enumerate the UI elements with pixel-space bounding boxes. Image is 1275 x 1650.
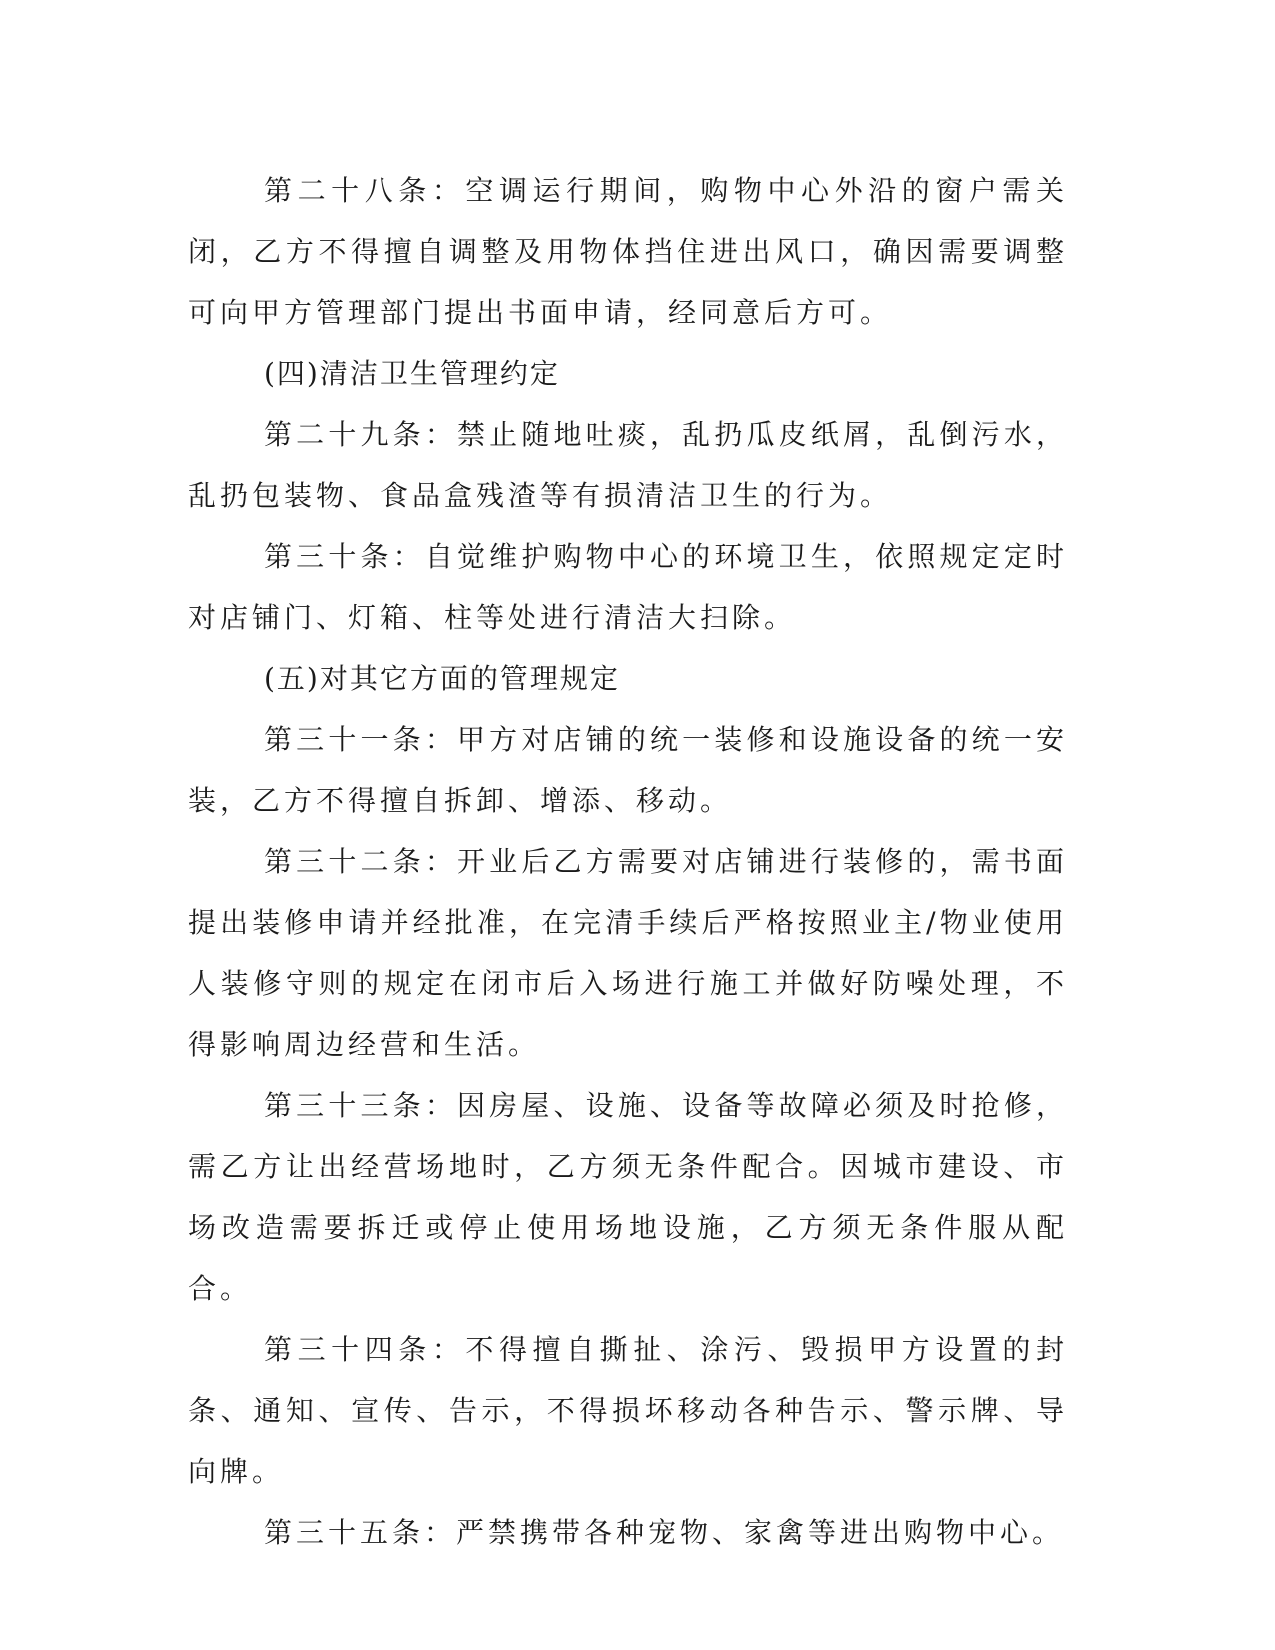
article-30: 第三十条：自觉维护购物中心的环境卫生，依照规定定时对店铺门、灯箱、柱等处进行清洁大扫除。 bbox=[188, 540, 1068, 634]
document-body bbox=[188, 160, 1068, 1563]
article-32: 第三十二条：开业后乙方需要对店铺进行装修的，需书面提出装修申请并经批准，在完清手续后严格按照业主/物业使用人装修守则的规定在闭市后入场进行施工并做好防噪处理，不得影响周边经营和生活。 bbox=[188, 845, 1068, 1061]
article-31: 第三十一条：甲方对店铺的统一装修和设施设备的统一安装，乙方不得擅自拆卸、增添、移动。 bbox=[188, 723, 1068, 817]
article-29: 第二十九条：禁止随地吐痰，乱扔瓜皮纸屑，乱倒污水，乱扔包装物、食品盒残渣等有损清洁卫生的行为。 bbox=[188, 418, 1068, 512]
section-heading-4: (四)清洁卫生管理约定 bbox=[264, 357, 560, 390]
article-33: 第三十三条：因房屋、设施、设备等故障必须及时抢修，需乙方让出经营场地时，乙方须无条件配合。因城市建设、市场改造需要拆迁或停止使用场地设施，乙方须无条件服从配合。 bbox=[188, 1089, 1068, 1305]
section-heading-5: (五)对其它方面的管理规定 bbox=[264, 662, 620, 695]
article-34: 第三十四条：不得擅自撕扯、涂污、毁损甲方设置的封条、通知、宣传、告示，不得损坏移动各种告示、警示牌、导向牌。 bbox=[188, 1333, 1068, 1488]
article-28: 第二十八条：空调运行期间，购物中心外沿的窗户需关闭，乙方不得擅自调整及用物体挡住进出风口，确因需要调整可向甲方管理部门提出书面申请，经同意后方可。 bbox=[188, 174, 1068, 329]
article-35: 第三十五条：严禁携带各种宠物、家禽等进出购物中心。 bbox=[264, 1516, 1065, 1549]
